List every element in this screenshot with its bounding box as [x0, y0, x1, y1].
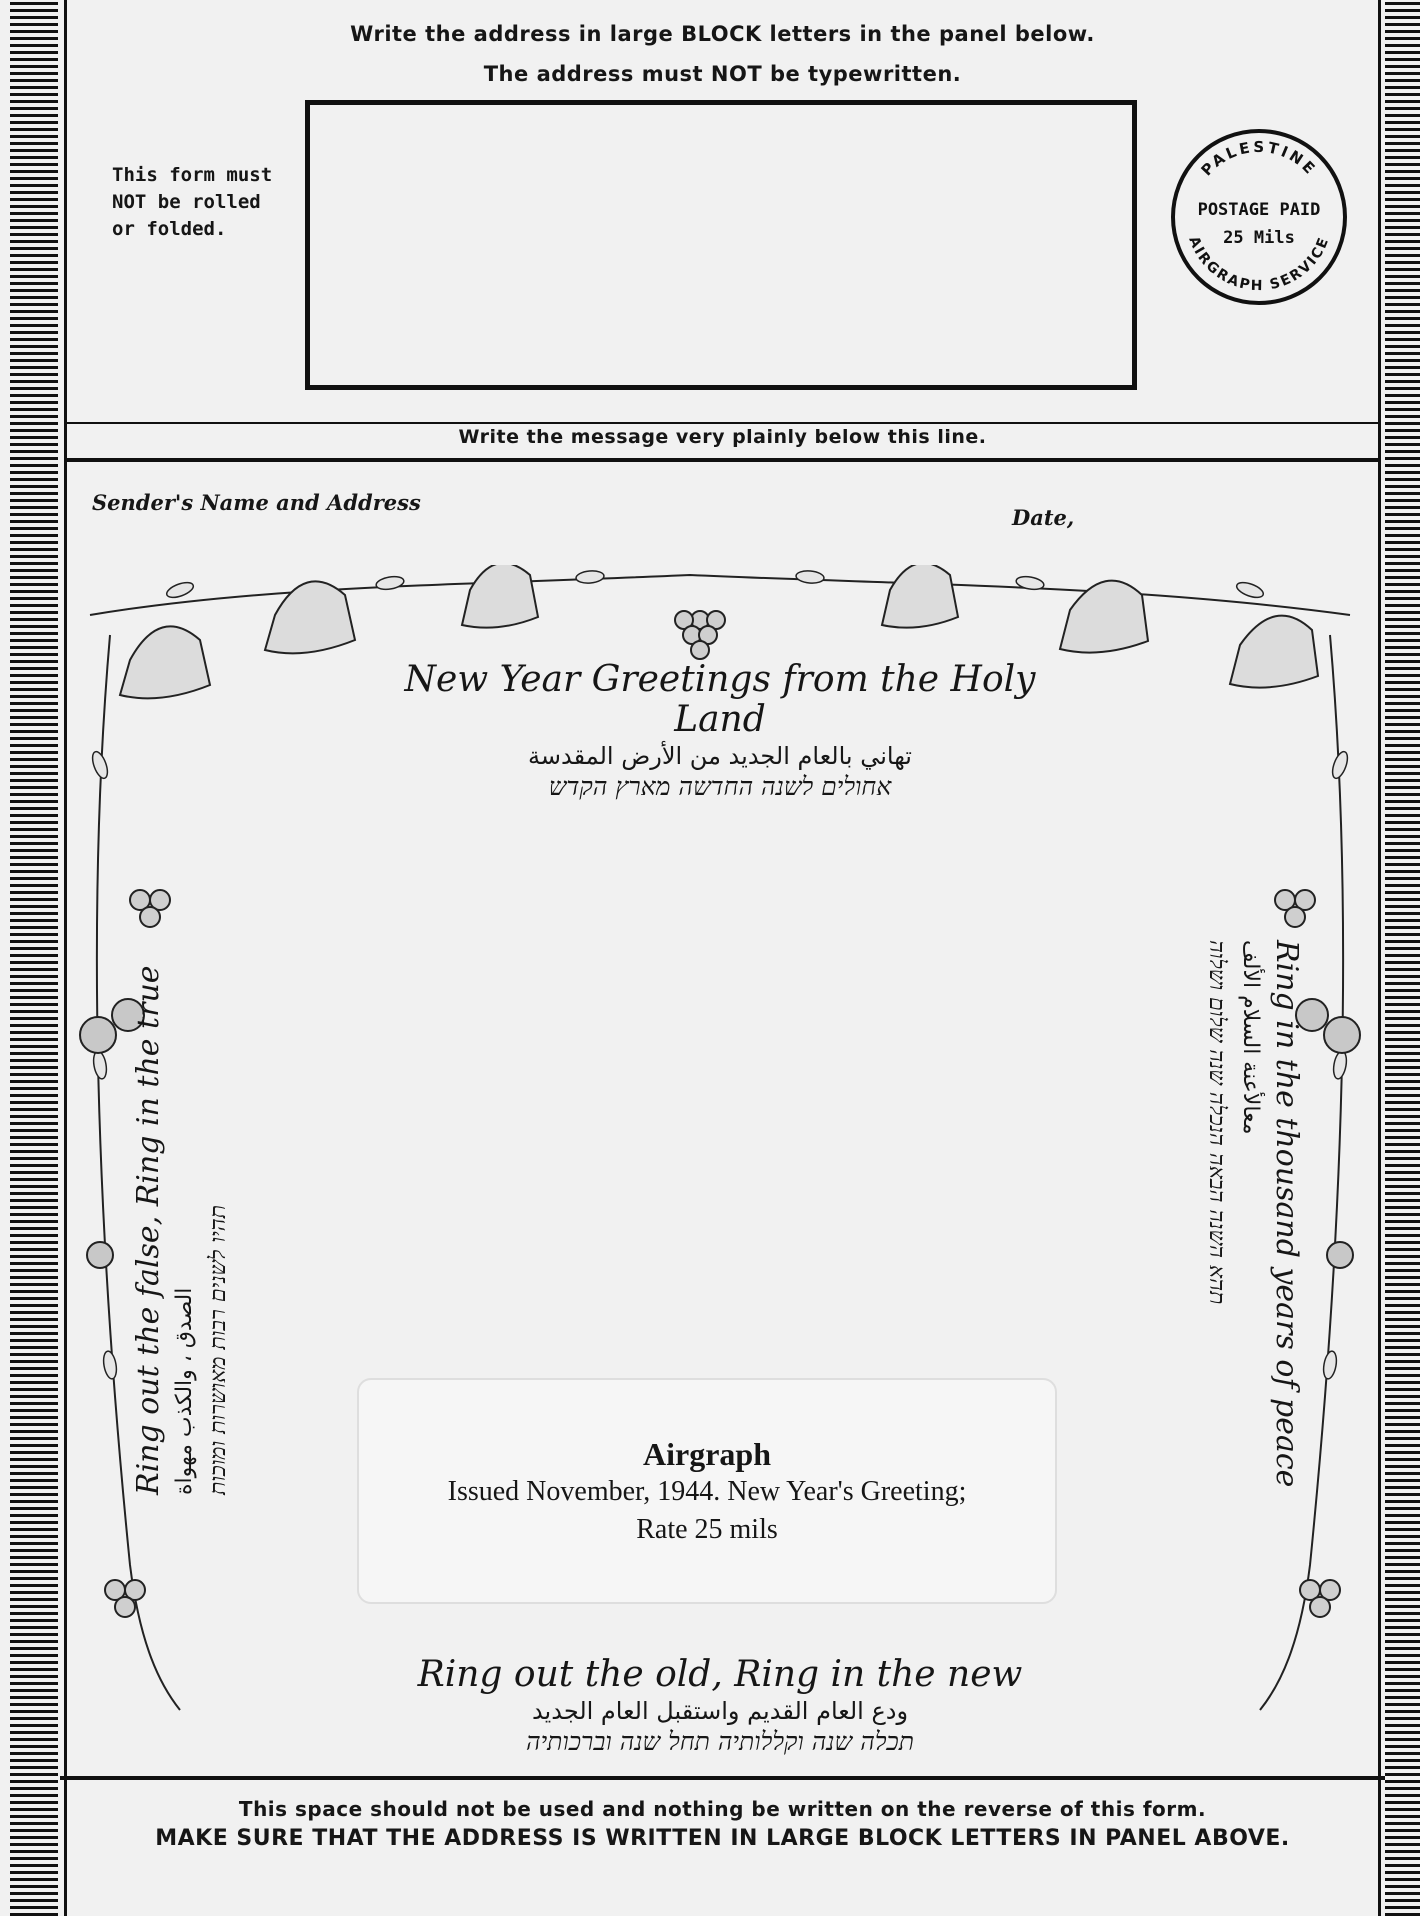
pomegranate-icon: [80, 999, 1360, 1268]
left-striped-border: [10, 0, 58, 1916]
greeting-left-english: Ring out the false, Ring in the true: [131, 965, 166, 1495]
caption-issue-line: Issued November, 1944. New Year's Greeting;: [447, 1476, 967, 1507]
greeting-top-hebrew: אחולים לשנה החדשה מארץ הקדש: [548, 772, 892, 801]
greeting-top: [380, 660, 1060, 802]
stamp-top-arc: PALESTINE: [1197, 137, 1321, 180]
sender-label: Sender's Name and Address: [92, 490, 421, 515]
stamp-postage-paid: POSTAGE PAID: [1197, 200, 1321, 220]
address-panel[interactable]: [305, 100, 1137, 390]
greeting-bottom-arabic: ودع العام القديم واستقبل العام الجديد: [531, 1697, 909, 1725]
greeting-right-arabic: معالأعنة السلام الألف: [1238, 940, 1263, 1135]
message-divider-top: [67, 422, 1378, 424]
airgraph-caption-label: [357, 1378, 1057, 1604]
stamp-rate: 25 Mils: [1223, 228, 1295, 248]
caption-title: Airgraph: [643, 1436, 771, 1472]
message-divider: [67, 458, 1378, 462]
date-label: Date,: [1012, 505, 1075, 530]
greeting-right-hebrew: תהא השנה הבאה הנכלה שנה שלום ושלוה: [1204, 940, 1229, 1305]
address-instruction-2: The address must NOT be typewritten.: [483, 62, 962, 86]
right-striped-border: [1385, 0, 1420, 1916]
greeting-right-english: Ring in the thousand years of peace: [1269, 940, 1304, 1488]
greeting-left: [130, 905, 260, 1495]
footer-reverse-note: This space should not be used and nothing be written on the reverse of this form.: [238, 1797, 1207, 1821]
message-instruction: Write the message very plainly below this line.: [458, 426, 987, 448]
footer-divider: [60, 1776, 1385, 1780]
caption-rate-line: Rate 25 mils: [636, 1514, 778, 1545]
form-note-line: or folded.: [112, 218, 227, 240]
left-frame-line: [64, 0, 67, 1916]
greeting-bottom-english: Ring out the old, Ring in the new: [417, 1654, 1023, 1695]
greeting-bottom: [380, 1655, 1060, 1757]
form-note-line: NOT be rolled: [112, 191, 261, 213]
right-frame-line: [1378, 0, 1381, 1916]
address-instruction-1: Write the address in large BLOCK letters in the panel below.: [350, 22, 1095, 46]
postage-paid-stamp: [1166, 124, 1352, 310]
form-note: [112, 162, 292, 243]
greeting-top-english: New Year Greetings from the Holy Land: [404, 659, 1036, 740]
greeting-right: [1175, 940, 1305, 1500]
greeting-bottom-hebrew: תכלה שנה וקללותיה תחל שנה וברכותיה: [525, 1727, 915, 1756]
greeting-left-hebrew: תהיו לשנים רבות מאושרות ומוכות: [206, 1204, 231, 1495]
stamp-bottom-arc: AIRGRAPH SERVICE: [1185, 234, 1333, 295]
footer-address-warning: MAKE SURE THAT THE ADDRESS IS WRITTEN IN LARGE BLOCK LETTERS IN PANEL ABOVE.: [155, 1826, 1290, 1851]
form-note-line: This form must: [112, 164, 273, 186]
greeting-top-arabic: تهاني بالعام الجديد من الأرض المقدسة: [528, 742, 912, 770]
greeting-left-arabic: الصدق ، والكذب مهواة: [172, 1287, 197, 1495]
